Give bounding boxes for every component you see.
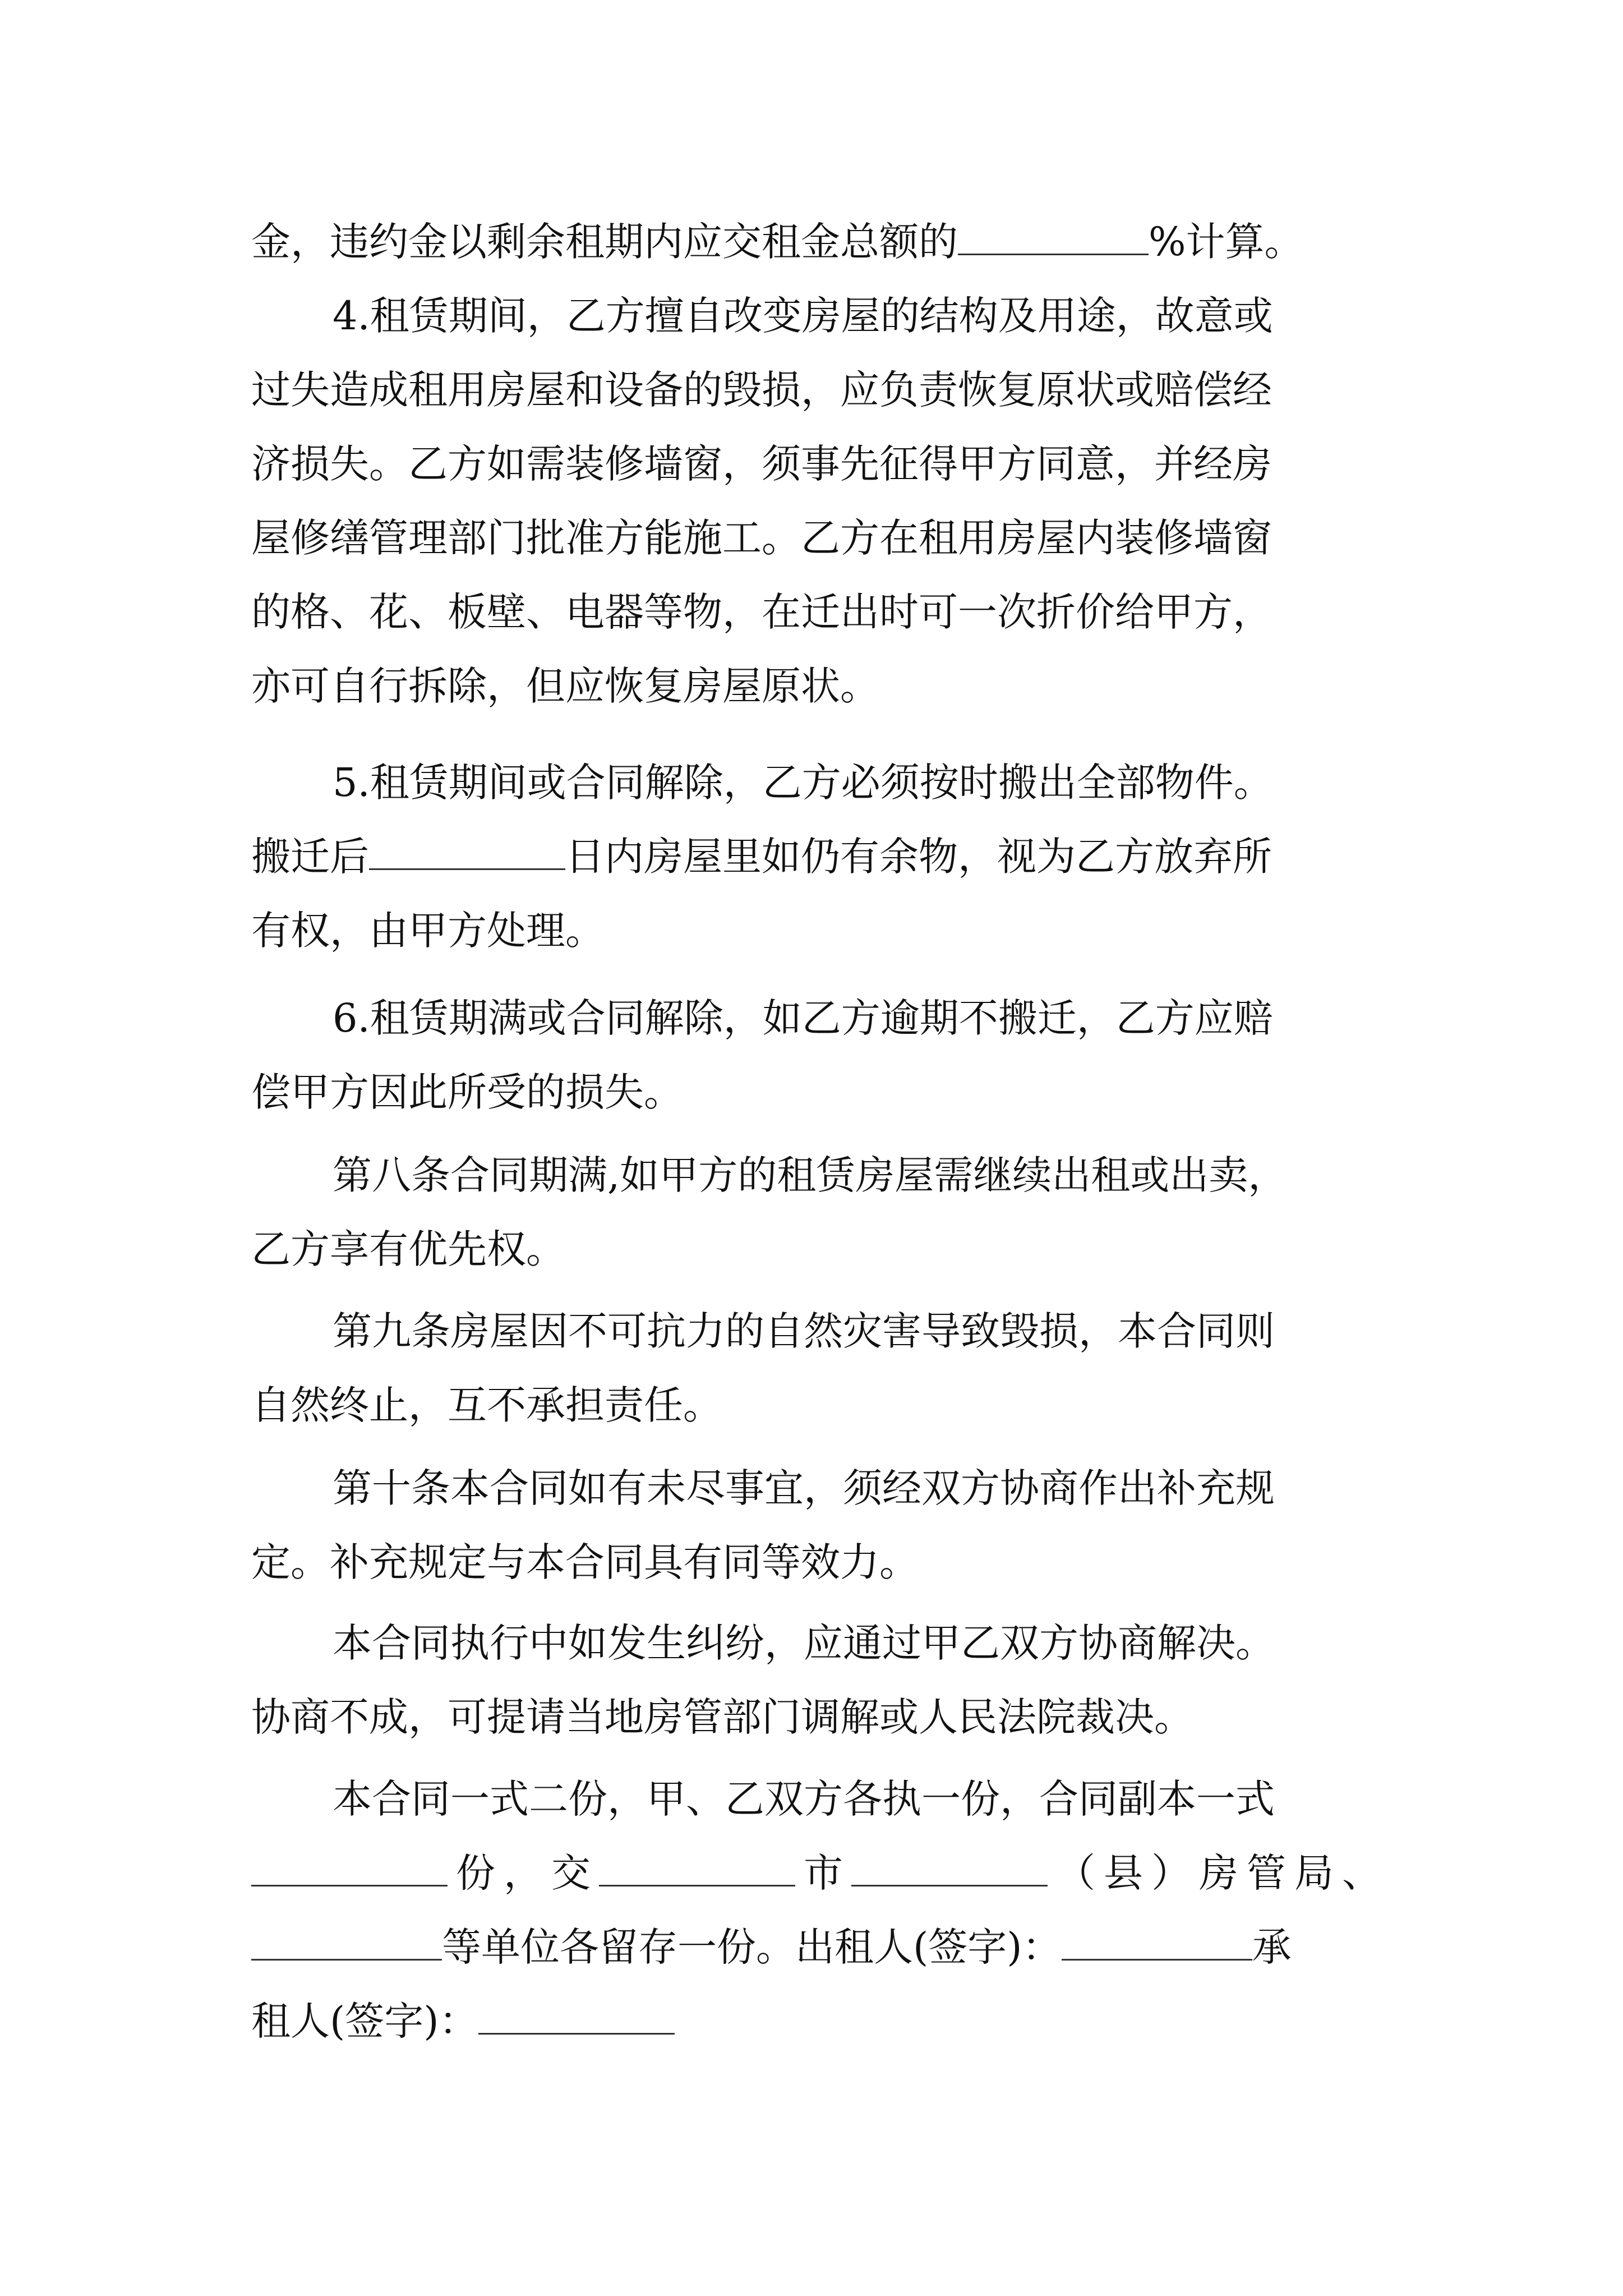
text-line xyxy=(251,211,1381,273)
fill-in-blank[interactable] xyxy=(958,214,1149,255)
text-fragment: %计算。 xyxy=(1149,219,1304,265)
text-fragment: 搬迁后 xyxy=(251,834,369,880)
text-line: 的格、花、板壁、电器等物，在迁出时可一次折价给甲方， xyxy=(251,589,1272,635)
text-line: 有权，由甲方处理。 xyxy=(251,908,605,954)
text-line: 乙方享有优先权。 xyxy=(251,1226,565,1272)
text-line: 定。补充规定与本合同具有同等效力。 xyxy=(251,1539,919,1585)
text-line xyxy=(251,826,1381,887)
paragraph-first-line: 本合同执行中如发生纠纷，应通过甲乙双方协商解决。 xyxy=(333,1620,1275,1666)
signature-blank-lessee[interactable] xyxy=(478,1994,675,2035)
paragraph-first-line: 6.租赁期满或合同解除，如乙方逾期不搬迁，乙方应赔 xyxy=(333,995,1273,1041)
text-fragment: 份，交 xyxy=(448,1850,599,1896)
text-fragment: 承 xyxy=(1252,1924,1292,1970)
text-line: 自然终止，互不承担责任。 xyxy=(251,1382,722,1428)
fill-in-blank[interactable] xyxy=(251,1920,442,1961)
paragraph-first-line: 第十条本合同如有未尽事宜，须经双方协商作出补充规 xyxy=(333,1465,1275,1511)
text-line: 协商不成，可提请当地房管部门调解或人民法院裁决。 xyxy=(251,1694,1193,1740)
fill-in-blank[interactable] xyxy=(369,829,565,870)
fill-in-blank[interactable] xyxy=(251,1846,448,1887)
text-fragment: 市 xyxy=(795,1850,851,1896)
text-fragment: 租人(签字)： xyxy=(251,1998,478,2044)
paragraph-first-line: 4.租赁期间，乙方擅自改变房屋的结构及用途，故意或 xyxy=(333,293,1273,339)
text-fragment: 日内房屋里如仍有余物，视为乙方放弃所 xyxy=(565,834,1272,880)
text-line: 偿甲方因此所受的损失。 xyxy=(251,1069,683,1115)
text-fragment: 金，违约金以剩余租期内应交租金总额的 xyxy=(251,219,958,265)
text-line: 亦可自行拆除，但应恢复房屋原状。 xyxy=(251,663,879,709)
text-fragment: （县）房管局、 xyxy=(1048,1850,1381,1896)
paragraph-first-line: 第九条房屋因不可抗力的自然灾害导致毁损，本合同则 xyxy=(333,1308,1275,1354)
paragraph-first-line: 本合同一式二份，甲、乙双方各执一份，合同副本一式 xyxy=(333,1776,1275,1822)
text-line xyxy=(251,1916,1381,1978)
text-fragment: 等单位各留存一份。出租人(签字)： xyxy=(442,1924,1062,1970)
signature-blank-lessor[interactable] xyxy=(1062,1920,1252,1961)
text-line xyxy=(251,1990,1381,2052)
paragraph-first-line: 第八条合同期满,如甲方的租赁房屋需继续出租或出卖， xyxy=(333,1152,1288,1198)
paragraph-first-line: 5.租赁期间或合同解除，乙方必须按时搬出全部物件。 xyxy=(333,760,1273,806)
fill-in-blank[interactable] xyxy=(851,1846,1048,1887)
text-line xyxy=(251,1842,1381,1904)
text-line: 济损失。乙方如需装修墙窗，须事先征得甲方同意，并经房 xyxy=(251,441,1272,487)
text-line: 屋修缮管理部门批准方能施工。乙方在租用房屋内装修墙窗 xyxy=(251,515,1272,561)
text-line: 过失造成租用房屋和设备的毁损，应负责恢复原状或赔偿经 xyxy=(251,367,1272,413)
fill-in-blank[interactable] xyxy=(599,1846,795,1887)
